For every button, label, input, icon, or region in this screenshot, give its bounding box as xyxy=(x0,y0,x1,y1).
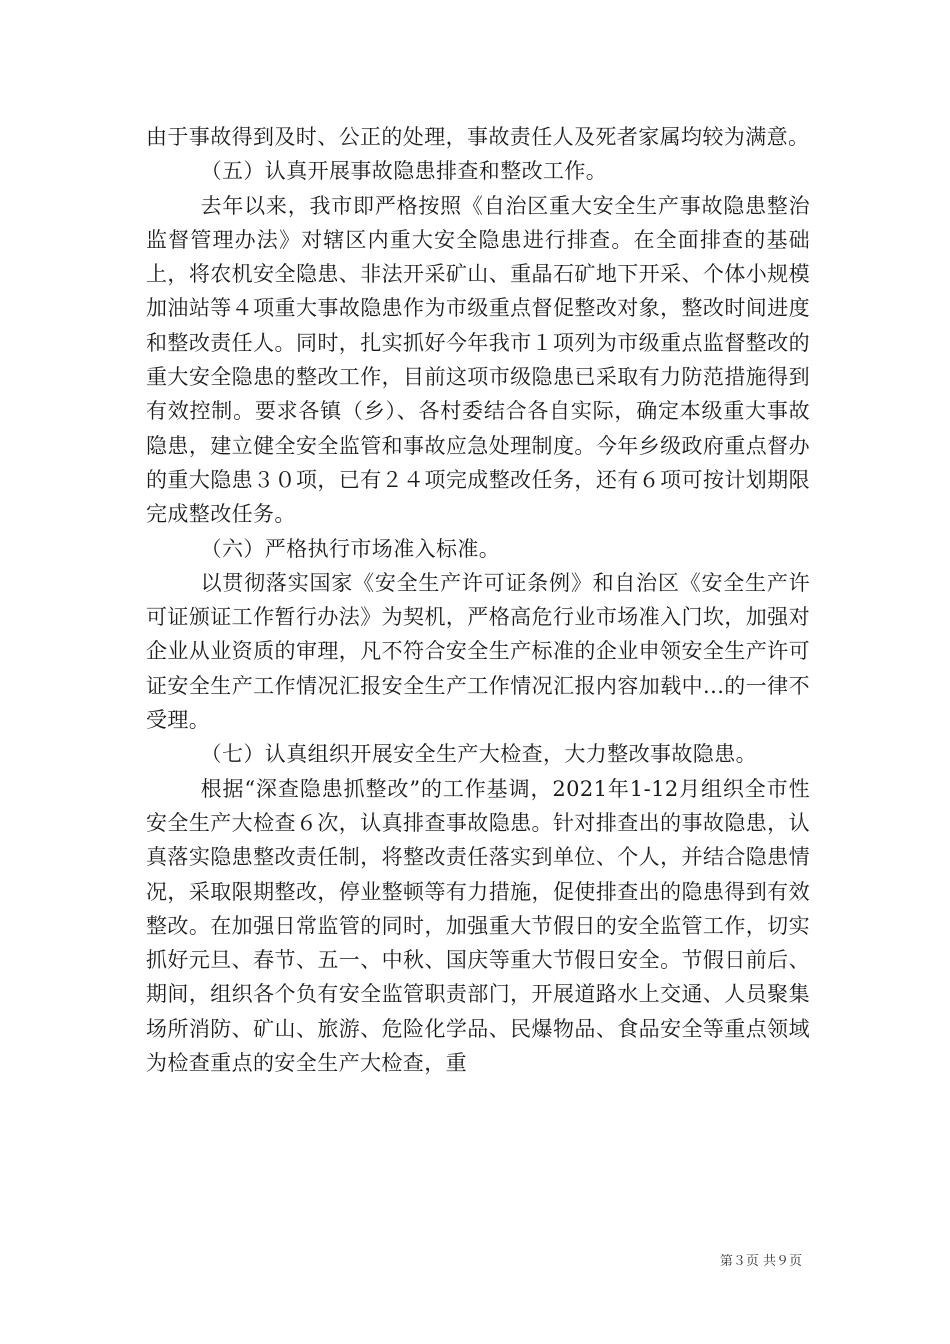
section-heading-seven: （七）认真组织开展安全生产大检查，大力整改事故隐患。 xyxy=(200,742,757,767)
paragraph-market-access: 以贯彻落实国家《安全生产许可证条例》和自治区《安全生产许可证颁证工作暂行办法》为契机，严格高危行业市场准入门坎，加强对企业从业资质的审理，凡不符合安全生产标准的企业申领安全生产许可证安全生产工作情况汇报安全生产工作情况汇报内容加载中...的一律不受理。 xyxy=(146,570,810,733)
paragraph-closing-satisfaction: 由于事故得到及时、公正的处理，事故责任人及死者家属均较为满意。 xyxy=(146,125,810,149)
paragraph-hazard-investigation: 去年以来，我市即严格按照《自治区重大安全生产事故隐患整治监督管理办法》对辖区内重大安全隐患进行排查。在全面排查的基础上，将农机安全隐患、非法开采矿山、重晶石矿地下开采、个体小规模加油站等４项重大事故隐患作为市级重点督促整改对象，整改时间进度和整改责任人。同时，扎实抓好今年我市１项列为市级重点监督整改的重大安全隐患的整改工作，目前这项市级隐患已采取有力防范措施得到有效控制。要求各镇（乡）、各村委结合各自实际，确定本级重大事故隐患，建立健全安全监管和事故应急处理制度。今年乡级政府重点督办的重大隐患３０项，已有２４项完成整改任务，还有６项可按计划期限完成整改任务。 xyxy=(146,193,810,527)
section-heading-five: （五）认真开展事故隐患排查和整改工作。 xyxy=(200,159,608,184)
document-body xyxy=(146,120,810,1080)
paragraph-safety-inspection: 根据“深查隐患抓整改”的工作基调，2021年1-12月组织全市性安全生产大检查６次，认真排查事故隐患。针对排查出的事故隐患，认真落实隐患整改责任制，将整改责任落实到单位、个人，并结合隐患情况，采取限期整改，停业整顿等有力措施，促使排查出的隐患得到有效整改。在加强日常监管的同时，加强重大节假日的安全监管工作，切实抓好元旦、春节、五一、中秋、国庆等重大节假日安全。节假日前后、期间，组织各个负有安全监管职责部门，开展道路水上交通、人员聚集场所消防、矿山、旅游、危险化学品、民爆物品、食品安全等重点领域为检查重点的安全生产大检查，重 xyxy=(146,776,810,1076)
section-heading-six: （六）严格执行市场准入标准。 xyxy=(200,536,501,561)
page-number-footer: 第３页 共９页 xyxy=(719,1254,802,1269)
